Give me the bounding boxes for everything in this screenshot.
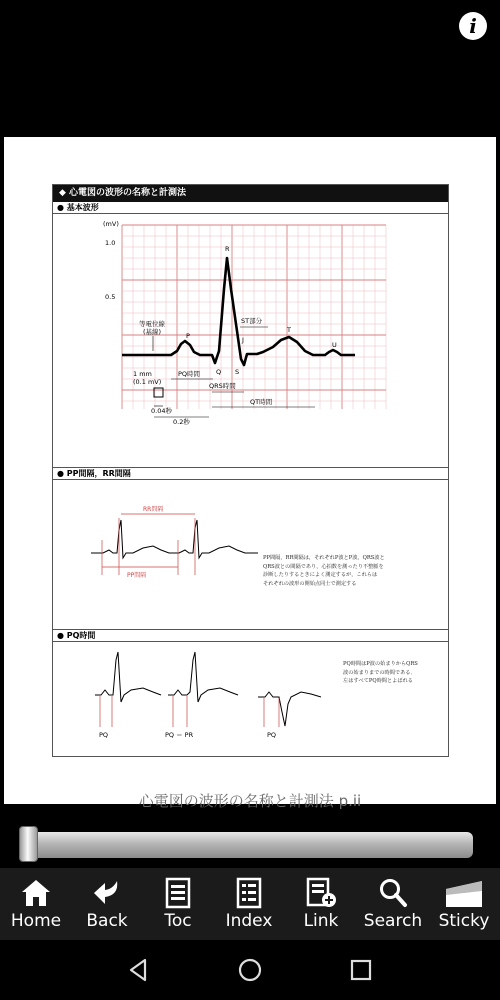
label-pq-3: PQ — [267, 731, 277, 739]
link-label: Link — [303, 911, 339, 931]
toc-label: Toc — [164, 911, 192, 931]
label-st-segment: ST部分 — [241, 317, 263, 325]
ecg-figure-panel — [52, 184, 449, 757]
sticky-label: Sticky — [438, 911, 490, 931]
label-pp-interval: PP間隔 — [127, 572, 147, 579]
sticky-note-icon — [444, 877, 484, 909]
label-0-2s: 0.2秒 — [173, 418, 190, 426]
label-u-wave: U — [332, 341, 337, 349]
label-baseline-sub: (基線) — [143, 328, 162, 336]
section-heading-pp-rr: ● PP間隔，RR間隔 — [53, 468, 448, 480]
page-slider-track[interactable] — [23, 832, 473, 858]
y-tick-0-5: 0.5 — [105, 293, 116, 301]
figure-title: ◆ 心電図の波形の名称と計測法 — [53, 185, 448, 202]
home-icon — [20, 877, 52, 909]
home-label: Home — [10, 911, 62, 931]
android-nav-bar — [0, 940, 500, 1000]
section-heading-basic-waveform: ● 基本波形 — [53, 202, 448, 214]
document-page — [4, 137, 496, 804]
label-0-04s: 0.04秒 — [151, 407, 172, 415]
nav-recents-icon[interactable] — [347, 956, 375, 984]
back-arrow-icon — [91, 877, 123, 909]
toc-button[interactable] — [142, 868, 214, 940]
label-s-wave: S — [235, 368, 240, 376]
nav-home-icon[interactable] — [236, 956, 264, 984]
label-scale-mv: (0.1 mV) — [133, 378, 162, 386]
page-caption: 心電図の波形の名称と計測法 p.ii — [138, 792, 362, 810]
label-qrs-time: QRS時間 — [209, 382, 236, 390]
back-label: Back — [86, 911, 128, 931]
search-label: Search — [363, 911, 423, 931]
pp-rr-section — [53, 480, 448, 630]
label-q-wave: Q — [216, 368, 222, 376]
index-label: Index — [225, 911, 273, 931]
link-icon — [305, 877, 337, 909]
label-pq-1: PQ — [99, 731, 109, 739]
y-axis-unit: (mV) — [103, 220, 119, 228]
label-baseline: 等電位線 — [139, 320, 165, 328]
section-heading-pq-time: ● PQ時間 — [53, 630, 448, 642]
page-slider-thumb[interactable] — [19, 826, 38, 862]
y-tick-1-0: 1.0 — [105, 239, 116, 247]
ecg-basic-waveform-diagram — [53, 214, 448, 468]
label-t-wave: T — [287, 326, 291, 334]
toc-icon — [162, 877, 194, 909]
pq-time-section — [53, 642, 448, 758]
search-icon — [377, 877, 409, 909]
bottom-toolbar — [0, 868, 500, 940]
link-button[interactable] — [285, 868, 357, 940]
index-button[interactable] — [213, 868, 285, 940]
label-r-wave: R — [225, 245, 230, 253]
label-pq-time: PQ時間 — [178, 370, 201, 378]
label-p-wave: P — [186, 332, 190, 340]
pp-rr-description: PP間隔，RR間隔は，それぞれP波とP波，QRS波と QRS波との間隔であり，心拍数を測ったり不整脈を 診断したりするときによく測定するが，これらは それぞれの波形の開始点同士で測定する — [263, 555, 385, 587]
nav-back-icon[interactable] — [125, 956, 153, 984]
info-button[interactable]: i — [459, 12, 487, 40]
home-button[interactable] — [0, 868, 72, 940]
label-qt-time: QT時間 — [250, 398, 273, 406]
label-j-point: J — [242, 336, 244, 344]
search-button[interactable] — [357, 868, 429, 940]
back-button[interactable] — [71, 868, 143, 940]
basic-waveform-section — [53, 214, 448, 468]
label-scale-mm: 1 mm — [133, 370, 152, 378]
index-icon — [233, 877, 265, 909]
label-rr-interval: RR間隔 — [143, 506, 164, 513]
sticky-button[interactable] — [428, 868, 500, 940]
pq-time-description: PQ時間はP波の始まりからQRS 波の始まりまでの時間である． 左はすべてPQ時間とよばれる — [343, 661, 418, 684]
label-pq-equals-pr: PQ ＝ PR — [165, 731, 194, 739]
scale-square — [154, 388, 163, 397]
